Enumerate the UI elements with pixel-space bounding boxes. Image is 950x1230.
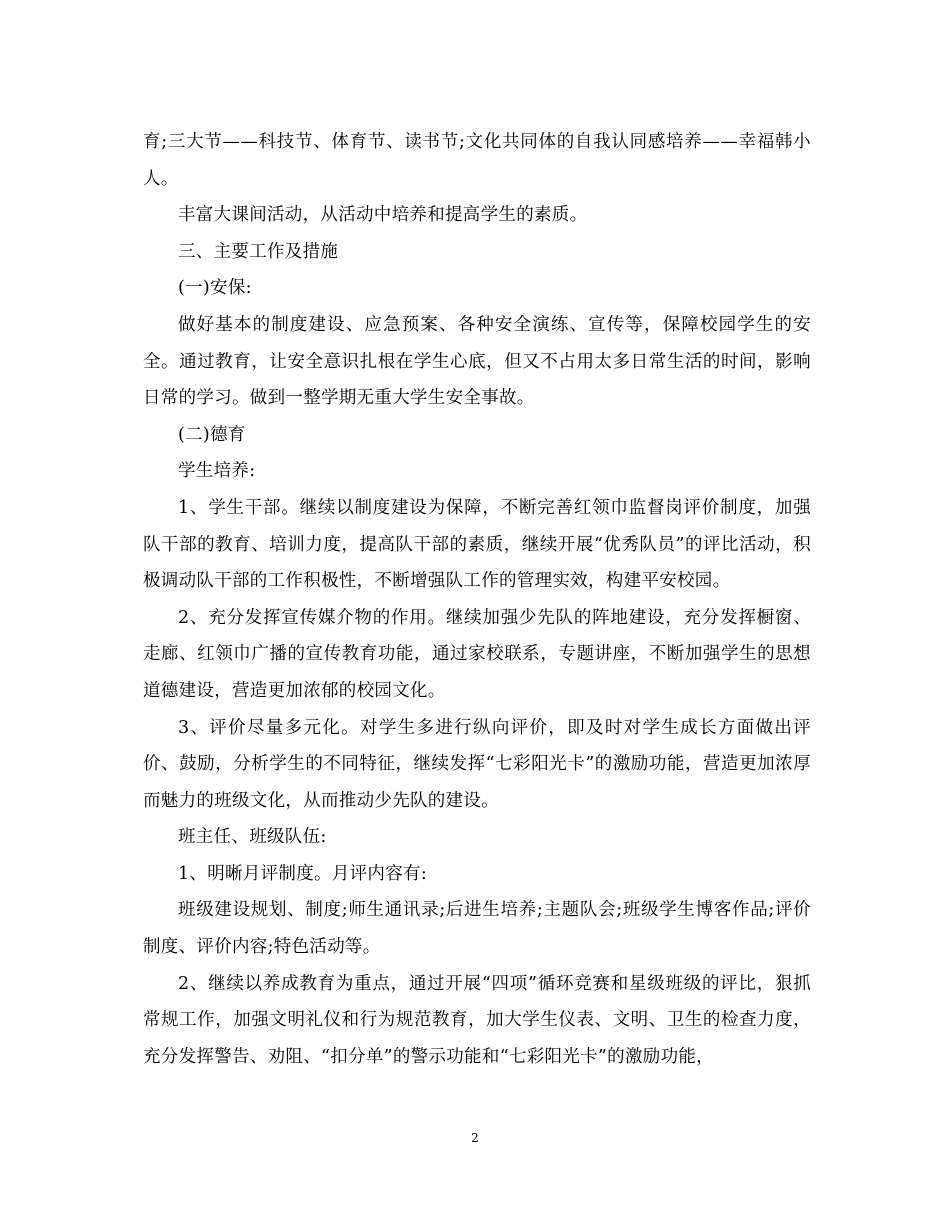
paragraph-media: 2、充分发挥宣传媒介物的作用。继续加强少先队的阵地建设，充分发挥橱窗、走廊、红领巾广播的宣传教育功能，通过家校联系，专题讲座，不断加强学生的思想道德建设，营造更加浓郁的校园文化。: [143, 607, 811, 701]
page-number: 2: [471, 1131, 479, 1145]
paragraph-habit-education: 2、继续以养成教育为重点，通过开展“四项”循环竞赛和星级班级的评比，狠抓常规工作，加强文明礼仪和行为规范教育，加大学生仪表、文明、卫生的检查力度，充分发挥警告、劝阻、“扣分单”的警示功能和“七彩阳光卡”的激励功能，: [143, 973, 811, 1067]
document-body: [143, 124, 811, 1075]
paragraph-student-cadres: 1、学生干部。继续以制度建设为保障，不断完善红领巾监督岗评价制度，加强队干部的教育、培训力度，提高队干部的素质，继续开展“优秀队员”的评比活动，积极调动队干部的工作积极性，不断增强队工作的管理实效，构建平安校园。: [143, 497, 811, 592]
subheading-security: (一)安保:: [178, 278, 252, 299]
paragraph-2: 丰富大课间活动，从活动中培养和提高学生的素质。: [178, 205, 588, 226]
subheading-student-training: 学生培养:: [178, 461, 256, 482]
paragraph-evaluation: 3、评价尽量多元化。对学生多进行纵向评价，即及时对学生成长方面做出评价、鼓励，分析学生的不同特征，继续发挥“七彩阳光卡”的激励功能，营造更加浓厚而魅力的班级文化，从而推动少先队的建设。: [143, 717, 811, 811]
paragraph-review-content: 班级建设规划、制度;师生通讯录;后进生培养;主题队会;班级学生博客作品;评价制度、评价内容;特色活动等。: [143, 900, 811, 958]
subheading-moral-education: (二)德育: [178, 424, 246, 445]
subheading-class-teachers: 班主任、班级队伍:: [178, 827, 327, 848]
section-heading-main-work: 三、主要工作及措施: [178, 241, 339, 262]
paragraph-1: 育;三大节——科技节、体育节、读书节;文化共同体的自我认同感培养——幸福韩小人。: [143, 132, 811, 189]
paragraph-security: 做好基本的制度建设、应急预案、各种安全演练、宣传等，保障校园学生的安全。通过教育，让安全意识扎根在学生心底，但又不占用太多日常生活的时间，影响日常的学习。做到一整学期无重大学生安全事故。: [143, 314, 811, 409]
paragraph-monthly-review: 1、明晰月评制度。月评内容有:: [178, 863, 428, 884]
